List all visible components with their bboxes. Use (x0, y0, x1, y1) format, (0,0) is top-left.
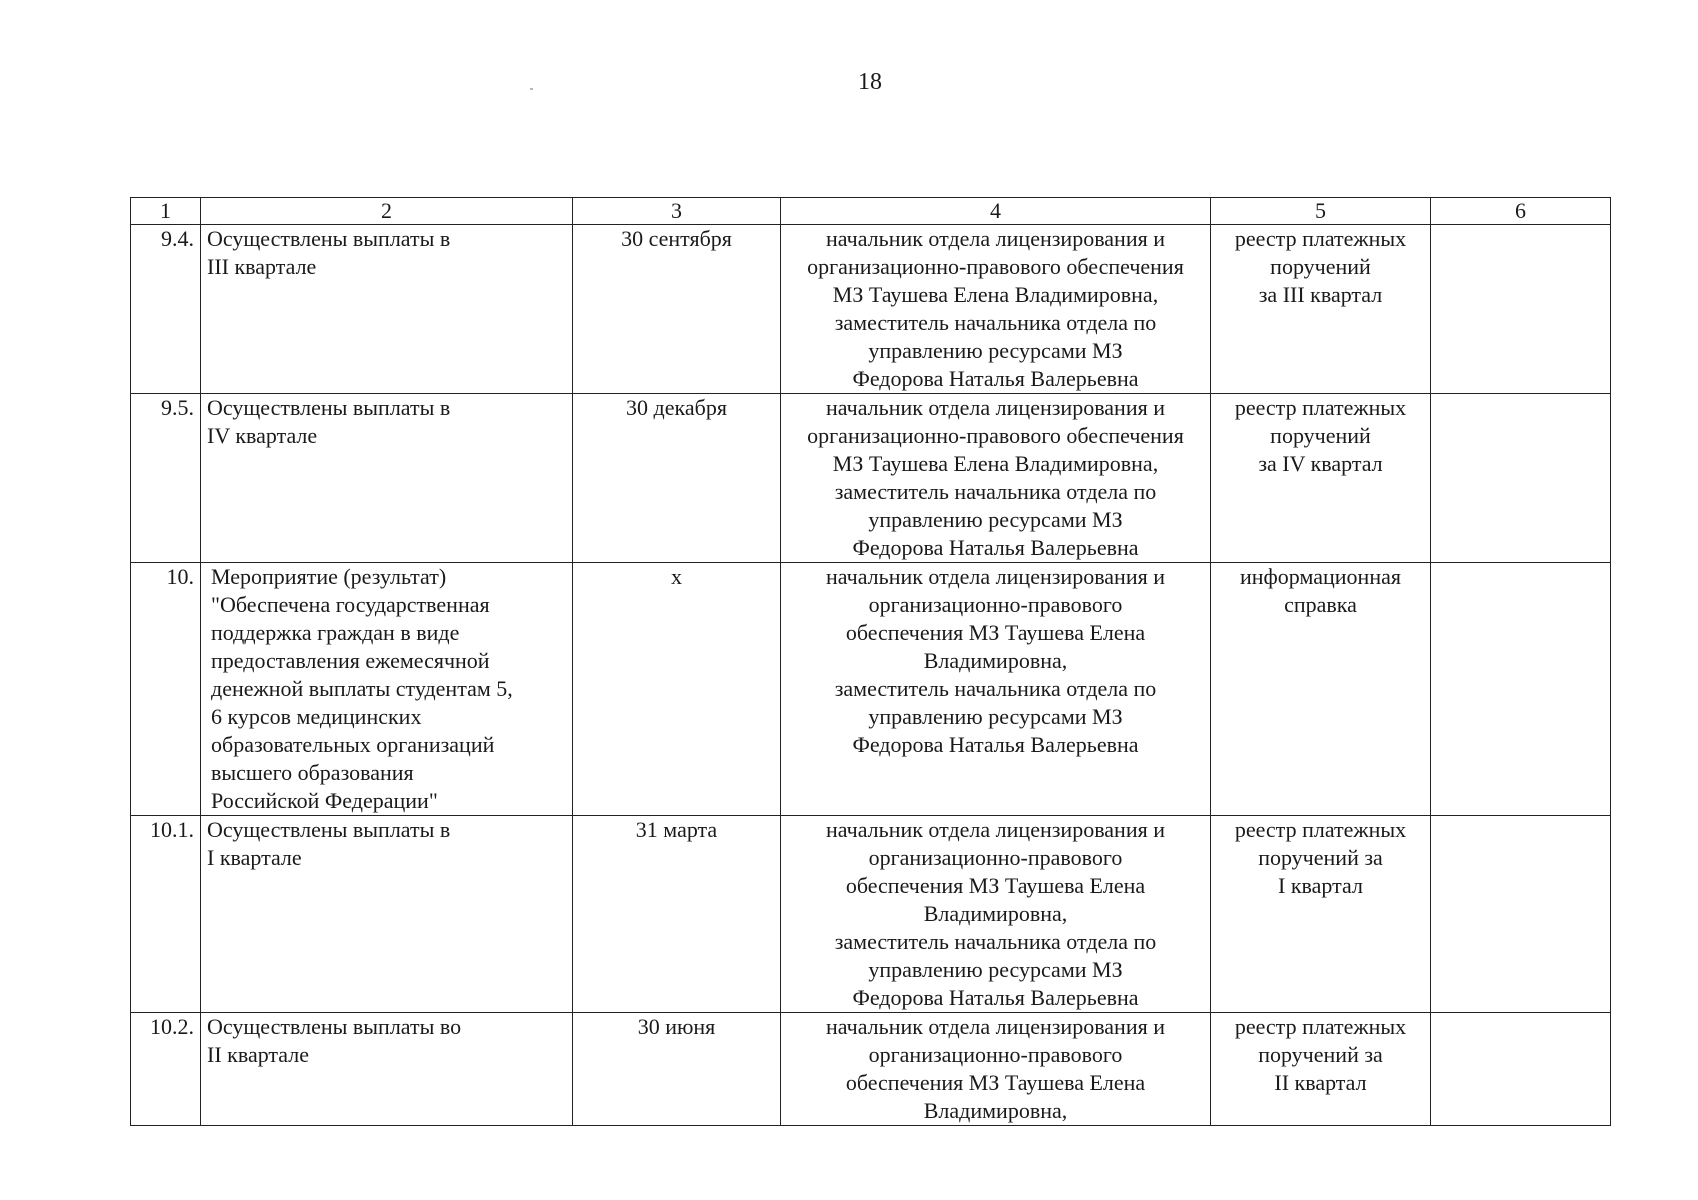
note-cell (1431, 1013, 1611, 1126)
row-number: 9.5. (131, 394, 201, 563)
scan-artifact (530, 88, 533, 90)
plan-table (130, 197, 1611, 1126)
task-cell: Мероприятие (результат) "Обеспечена государственная поддержка граждан в виде предоставления ежемесячной денежной выплаты студентам 5, 6 курсов медицинских образовательных организаций высшего образования Российской Федерации" (201, 563, 573, 816)
deadline-cell: 31 марта (573, 816, 781, 1013)
task-cell: Осуществлены выплаты в I квартале (201, 816, 573, 1013)
deadline-cell: 30 июня (573, 1013, 781, 1126)
document-cell: реестр платежных поручений за IV квартал (1211, 394, 1431, 563)
note-cell (1431, 394, 1611, 563)
responsible-cell: начальник отдела лицензирования и организационно-правового обеспечения МЗ Таушева Елена Владимировна, заместитель начальника отдела по управлению ресурсами МЗ Федорова Наталья Валерьевна (781, 563, 1211, 816)
table-row (131, 1013, 1611, 1126)
row-number: 10.2. (131, 1013, 201, 1126)
task-cell: Осуществлены выплаты в III квартале (201, 225, 573, 394)
row-number: 10. (131, 563, 201, 816)
table-row (131, 394, 1611, 563)
table-row (131, 563, 1611, 816)
table-row (131, 816, 1611, 1013)
document-cell: реестр платежных поручений за III квартал (1211, 225, 1431, 394)
header-cell-1: 1 (131, 198, 201, 225)
task-cell: Осуществлены выплаты во II квартале (201, 1013, 573, 1126)
header-cell-3: 3 (573, 198, 781, 225)
note-cell (1431, 563, 1611, 816)
row-number: 9.4. (131, 225, 201, 394)
header-cell-2: 2 (201, 198, 573, 225)
table-header (131, 198, 1611, 225)
responsible-cell: начальник отдела лицензирования и организационно-правового обеспечения МЗ Таушева Елена Владимировна, заместитель начальника отдела по управлению ресурсами МЗ Федорова Наталья Валерьевна (781, 394, 1211, 563)
task-cell: Осуществлены выплаты в IV квартале (201, 394, 573, 563)
responsible-cell: начальник отдела лицензирования и организационно-правового обеспечения МЗ Таушева Елена Владимировна, заместитель начальника отдела по управлению ресурсами МЗ Федорова Наталья Валерьевна (781, 816, 1211, 1013)
table-row (131, 225, 1611, 394)
document-cell: реестр платежных поручений за II квартал (1211, 1013, 1431, 1126)
deadline-cell: 30 декабря (573, 394, 781, 563)
header-cell-6: 6 (1431, 198, 1611, 225)
responsible-cell: начальник отдела лицензирования и организационно-правового обеспечения МЗ Таушева Елена Владимировна, заместитель начальника отдела по управлению ресурсами МЗ Федорова Наталья Валерьевна (781, 225, 1211, 394)
header-cell-5: 5 (1211, 198, 1431, 225)
page-number: 18 (858, 69, 882, 95)
document-cell: информационная справка (1211, 563, 1431, 816)
row-number: 10.1. (131, 816, 201, 1013)
document-cell: реестр платежных поручений за I квартал (1211, 816, 1431, 1013)
responsible-cell: начальник отдела лицензирования и организационно-правового обеспечения МЗ Таушева Елена Владимировна, (781, 1013, 1211, 1126)
deadline-cell: 30 сентября (573, 225, 781, 394)
header-row (131, 198, 1611, 225)
header-cell-4: 4 (781, 198, 1211, 225)
deadline-cell: х (573, 563, 781, 816)
note-cell (1431, 816, 1611, 1013)
table-body (131, 225, 1611, 1126)
note-cell (1431, 225, 1611, 394)
